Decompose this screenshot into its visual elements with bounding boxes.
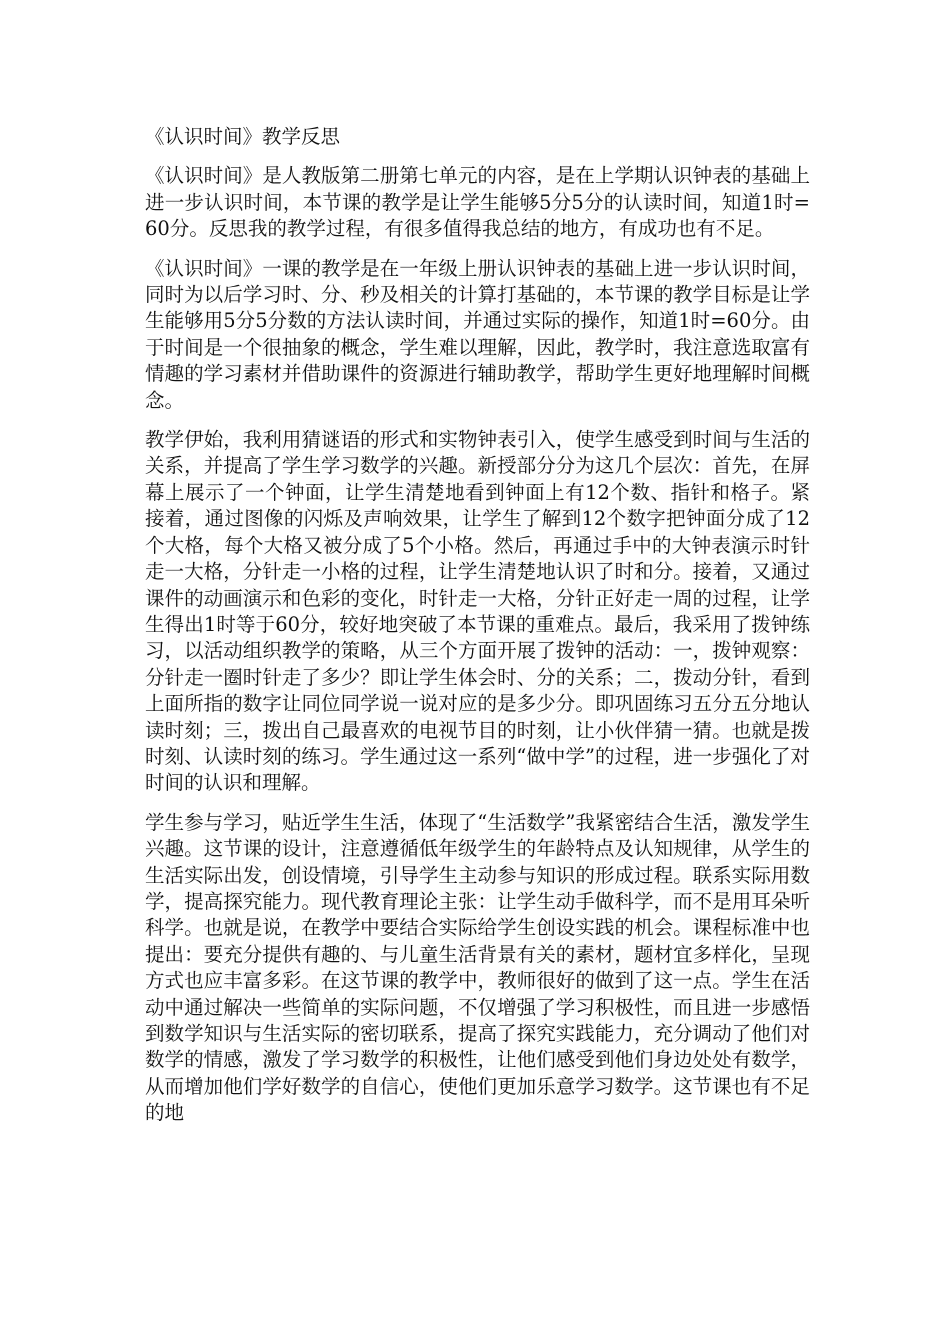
- paragraph-2: 《认识时间》一课的教学是在一年级上册认识钟表的基础上进一步认识时间，同时为以后学习时、分、秒及相关的计算打基础的，本节课的教学目标是让学生能够用5分5分数的方法认读时间，并通过实际的操作，知道1时=60分。由于时间是一个很抽象的概念，学生难以理解，因此，教学时，我注意选取富有情趣的学习素材并借助课件的资源进行辅助教学，帮助学生更好地理解时间概念。: [145, 256, 810, 412]
- document-title: 《认识时间》教学反思: [145, 125, 341, 148]
- paragraph-4: 学生参与学习，贴近学生生活，体现了“生活数学”我紧密结合生活，激发学生兴趣。这节课的设计，注意遵循低年级学生的年龄特点及认知规律，从学生的生活实际出发，创设情境，引导学生主动参与知识的形成过程。联系实际用数学，提高探究能力。现代教育理论主张：让学生动手做科学，而不是用耳朵听科学。也就是说，在教学中要结合实际给学生创设实践的机会。课程标准中也提出：要充分提供有趣的、与儿童生活背景有关的素材，题材宜多样化，呈现方式也应丰富多彩。在这节课的教学中，教师很好的做到了这一点。学生在活动中通过解决一些简单的实际问题，不仅增强了学习积极性，而且进一步感悟到数学知识与生活实际的密切联系，提高了探究实践能力，充分调动了他们对数学的情感，激发了学习数学的积极性，让他们感受到他们身边处处有数学，从而增加他们学好数学的自信心，使他们更加乐意学习数学。这节课也有不足的地: [145, 810, 810, 1125]
- document-page: [145, 124, 810, 1140]
- paragraph-1: 《认识时间》是人教版第二册第七单元的内容，是在上学期认识钟表的基础上进一步认识时间，本节课的教学是让学生能够5分5分的认读时间，知道1时=60分。反思我的教学过程，有很多值得我总结的地方，有成功也有不足。: [145, 164, 810, 241]
- paragraph-3: 教学伊始，我利用猜谜语的形式和实物钟表引入，使学生感受到时间与生活的关系，并提高了学生学习数学的兴趣。新授部分分为这几个层次：首先，在屏幕上展示了一个钟面，让学生清楚地看到钟面上有12个数、指针和格子。紧接着，通过图像的闪烁及声响效果，让学生了解到12个数字把钟面分成了12个大格，每个大格又被分成了5个小格。然后，再通过手中的大钟表演示时针走一大格，分针走一小格的过程，让学生清楚地认识了时和分。接着，又通过课件的动画演示和色彩的变化，时针走一大格，分针正好走一周的过程，让学生得出1时等于60分，较好地突破了本节课的重难点。最后，我采用了拨钟练习，以活动组织教学的策略，从三个方面开展了拨钟的活动：一，拨钟观察：分针走一圈时针走了多少？即让学生体会时、分的关系；二，拨动分针，看到上面所指的数字让同位同学说一说对应的是多少分。即巩固练习五分五分地认读时刻；三，拨出自己最喜欢的电视节目的时刻，让小伙伴猜一猜。也就是拨时刻、认读时刻的练习。学生通过这一系列“做中学”的过程，进一步强化了对时间的认识和理解。: [145, 428, 810, 795]
